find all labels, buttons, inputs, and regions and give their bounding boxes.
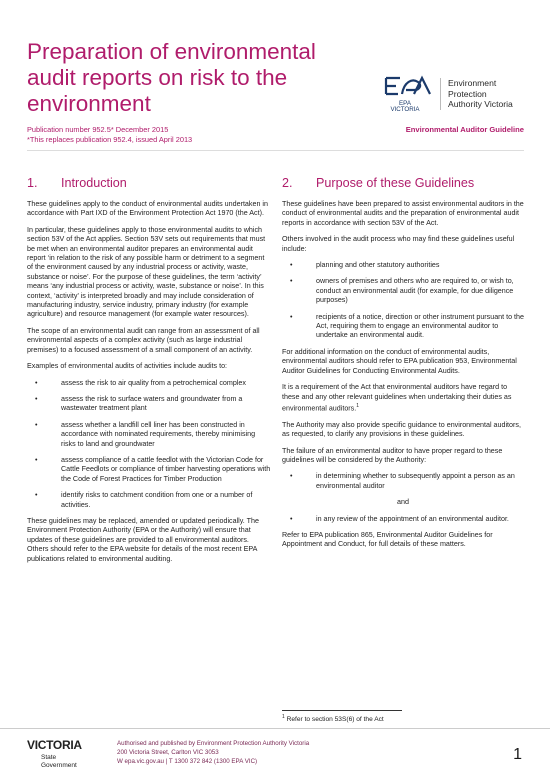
section-heading <box>27 176 271 190</box>
paragraph: Refer to EPA publication 865, Environmental Auditor Guidelines for Appointment and Conduct, for full details of these matters. <box>282 530 493 549</box>
section-number: 1. <box>27 176 38 190</box>
footer-contact[interactable]: W epa.vic.gov.au | T 1300 372 842 (1300 EPA VIC) <box>117 757 258 765</box>
section-purpose <box>282 176 524 557</box>
guideline-label: Environmental Auditor Guideline <box>405 125 524 134</box>
section-title: Purpose of these Guidelines <box>316 176 475 190</box>
list-item: • assess the risk to surface waters and groundwater from a wastewater treatment plant <box>27 395 271 414</box>
footnote-ref[interactable]: 1 <box>356 402 360 409</box>
list-item: • assess compliance of a cattle feedlot with the Victorian Code for Cattle Feedlots or compliance of timber harvesting operations with the Code of Forest Practices for Timber Production <box>27 456 271 484</box>
list-item: • planning and other statutory authorities <box>282 261 524 270</box>
bullet-list <box>282 515 524 524</box>
footnote-divider <box>282 710 402 711</box>
paragraph: These guidelines may be replaced, amended or updated periodically. The Environment Protection Authority (EPA or the Authority) will ensure that updates of these guidelines are provided to all environmental auditors. Others should refer to the EPA website for details of the most recent EPA publications related to environmental auditing. <box>27 516 259 563</box>
footnote-marker: 1 <box>282 714 285 720</box>
footer-authorised: Authorised and published by Environment Protection Authority Victoria <box>117 740 310 747</box>
vic-logo-line-3: Government <box>41 762 77 769</box>
paragraph: The failure of an environmental auditor to have proper regard to these guidelines will be considered by the Authority: <box>282 446 503 464</box>
footer-publisher <box>117 740 309 766</box>
publication-info <box>27 125 192 145</box>
paragraph: In particular, these guidelines apply to those environmental audits to which section 53V of the Act applies. Section 53V sets out requirements that must be met when an environmental auditor prepares an environmental audit report ‘in relation to the risk of any possible harm or detriment to a segment of the environment caused by any industrial process or activity, waste, substance or noise’. For the purpose of these guidelines, the term ‘activity’ means ‘any industrial process or activity, waste, substance or noise’. In this context, ‘activity’ is interpreted broadly and may include consideration of manufacturing industry, service industry, primary industry (for example agriculture) and resource management (for example water resources). <box>27 225 266 319</box>
list-item: • assess the risk to air quality from a petrochemical complex <box>27 379 271 388</box>
list-item: • in any review of the appointment of an environmental auditor. <box>282 515 524 524</box>
logo-wordmark <box>448 78 513 110</box>
list-item: • in determining whether to subsequently appoint a person as an environmental auditor <box>282 472 524 491</box>
epa-victoria-logo-icon <box>376 74 434 112</box>
logo-line-1: Environment <box>448 78 497 88</box>
footer-address: 200 Victoria Street, Carlton VIC 3053 <box>117 748 219 756</box>
logo-divider <box>440 78 441 110</box>
bullet-list <box>282 472 524 491</box>
vic-logo-line-2: State <box>41 754 57 761</box>
list-item: • recipients of a notice, direction or other instrument pursuant to the Act, requiring them to engage an environmental auditor to undertake an environmental audit. <box>282 313 524 341</box>
vic-logo-line-1: VICTORIA <box>27 738 82 752</box>
logo-line-3: Authority Victoria <box>448 99 513 109</box>
bullet-list <box>27 379 271 510</box>
paragraph: These guidelines apply to the conduct of environmental audits undertaken in accordance with Part IXD of the Environment Protection Act 1970 (the Act). <box>27 200 268 218</box>
section-number: 2. <box>282 176 293 190</box>
victoria-state-government-logo-icon <box>27 737 103 769</box>
svg-text:VICTORIA: VICTORIA <box>390 106 420 112</box>
page-title: Preparation of environmental audit reports on risk to the environment <box>27 39 316 117</box>
paragraph <box>282 383 524 414</box>
header-divider <box>27 150 524 151</box>
list-item: • owners of premises and others who are required to, or wish to, conduct an environmental audit (for example, for due diligence purposes) <box>282 277 524 305</box>
replaces-note: *This replaces publication 952.4, issued April 2013 <box>27 135 193 144</box>
list-item: • assess whether a landfill cell liner has been constructed in accordance with nominated requirements, thereby minimising risks to land and groundwater <box>27 421 271 449</box>
paragraph: For additional information on the conduct of environmental audits, environmental auditors should refer to EPA publication 953, Environmental Auditor Guidelines for Conducting Environmental Audits. <box>282 347 517 375</box>
svg-text:EPA: EPA <box>399 100 411 107</box>
paragraph: These guidelines have been prepared to assist environmental auditors in the conduct of environmental audits and the preparation of environmental audit reports in accordance with section 53V of the Act. <box>282 200 524 227</box>
page-number: 1 <box>513 746 522 763</box>
paragraph: The scope of an environmental audit can range from an assessment of all environmental aspects of a complex activity (such as large industrial premises) to a focused assessment of a small component of an activity. <box>27 326 260 354</box>
footer-divider <box>0 728 550 729</box>
footnote-text: Refer to section 53S(6) of the Act <box>286 716 384 724</box>
paragraph-text: It is a requirement of the Act that environmental auditors have regard to these and any other relevant guidelines when undertaking their duties as environmental auditors. <box>282 383 512 413</box>
paragraph: Examples of environmental audits of activities include audits to: <box>27 362 228 371</box>
and-connector: and <box>397 498 409 507</box>
paragraph: The Authority may also provide specific guidance to environmental auditors, as requested, to clarify any provisions in these guidelines. <box>282 420 521 439</box>
footnote <box>282 714 384 723</box>
epa-logo <box>376 74 546 114</box>
section-title: Introduction <box>61 176 127 190</box>
section-introduction <box>27 176 271 571</box>
bullet-list <box>282 261 524 341</box>
publication-number: Publication number 952.5* December 2015 <box>27 125 169 134</box>
logo-line-2: Protection <box>448 88 487 99</box>
paragraph: Others involved in the audit process who may find these guidelines useful include: <box>282 235 515 253</box>
list-item: • identify risks to catchment condition from one or a number of activities. <box>27 491 271 510</box>
section-heading <box>282 176 524 190</box>
